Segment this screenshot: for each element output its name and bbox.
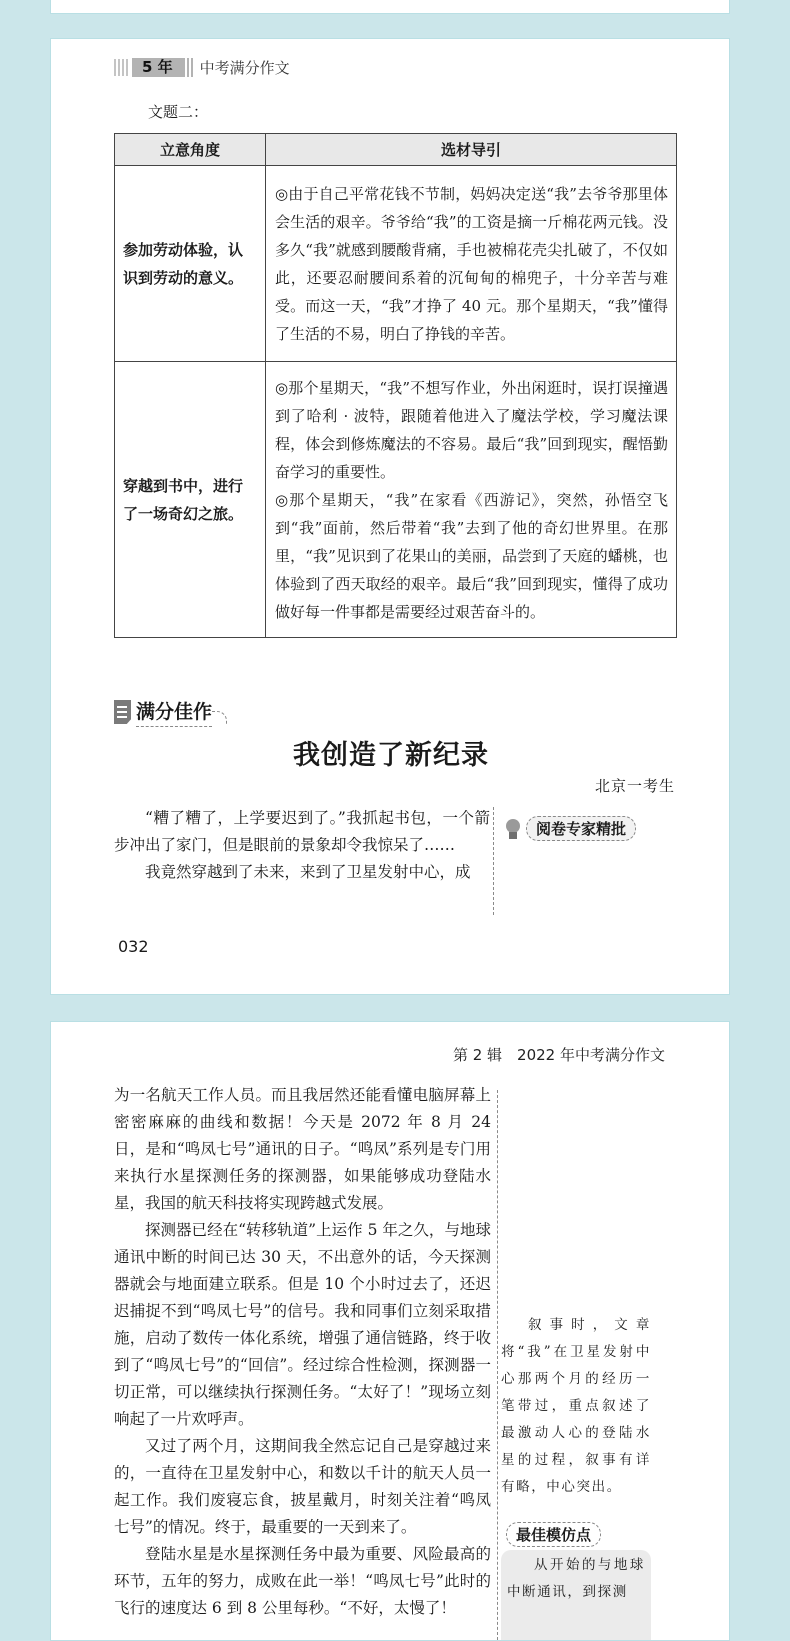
section-heading: [114, 697, 227, 727]
table-row: [115, 362, 677, 638]
column-divider: [493, 807, 494, 915]
header-stripes: [114, 59, 128, 76]
topic-subheading: 文题二：: [148, 103, 209, 121]
essay-paragraph: 探测器已经在“转移轨道”上运作 5 年之久，与地球通讯中断的时间已达 30 天，不出意外的话，今天探测器就会与地面建立联系。但是 10 个小时过去了，还迟迟捕捉不到“鸣凤七号”的信号。我和同事们立刻采取措施，启动了数传一体化系统，增强了通信链路，终于收到了“鸣凤七号”的“回信”。经过综合性检测，探测器一切正常，可以继续执行探测任务。“太好了！”现场立刻响起了一片欢呼声。: [114, 1221, 491, 1428]
chapter-header: 第 2 辑 2022 年中考满分作文: [452, 1046, 665, 1064]
essay-paragraph: 登陆水星是水星探测任务中最为重要、风险最高的环节，五年的努力，成败在此一举！“鸣凤七号”此时的飞行的速度达 6 到 8 公里每秒。“不好，太慢了！: [114, 1545, 491, 1617]
imitation-point-heading: [506, 1522, 601, 1547]
book-header: [114, 57, 290, 77]
expert-comment-label: 阅卷专家精批: [526, 816, 636, 841]
expert-comment-heading: [504, 816, 636, 841]
essay-body: [114, 1082, 491, 1641]
lightbulb-icon: [504, 817, 522, 841]
table-header-angle: 立意角度: [115, 134, 266, 166]
topic-guide-table: [114, 133, 677, 638]
guide-cell: [266, 166, 677, 362]
angle-cell: 参加劳动体验，认识到劳动的意义。: [115, 166, 266, 362]
imitation-point-label: 最佳模仿点: [506, 1522, 601, 1547]
header-title: 中考满分作文: [199, 58, 290, 77]
document-icon: [114, 700, 131, 724]
essay-author: 北京一考生: [594, 777, 675, 795]
essay-body: [114, 805, 490, 917]
angle-cell: 穿越到书中，进行了一场奇幻之旅。: [115, 362, 266, 638]
imitation-point-text: 从开始的与地球中断通讯，到探测: [507, 1557, 645, 1600]
essay-paragraph: 我竟然穿越到了未来，来到了卫星发射中心，成: [145, 863, 471, 881]
label-decoration: [212, 711, 227, 724]
page-number: 032: [118, 937, 149, 956]
page-032: [50, 38, 730, 995]
section-label: 满分佳作: [136, 697, 212, 727]
margin-comment: [501, 1312, 651, 1501]
page-033: [50, 1021, 730, 1641]
guide-text: ◎那个星期天，“我”不想写作业，外出闲逛时，误打误撞遇到了哈利 · 波特，跟随着他进入了魔法学校，学习魔法课程，体会到修炼魔法的不容易。最后“我”回到现实，醒悟勤奋学习的重要性。: [275, 378, 668, 481]
essay-paragraph: 为一名航天工作人员。而且我居然还能看懂电脑屏幕上密密麻麻的曲线和数据！今天是 2072 年 8 月 24 日，是和“鸣凤七号”通讯的日子。“鸣凤”系列是专门用来执行水星探测任务的探测器，如果能够成功登陆水星，我国的航天科技将实现跨越式发展。: [114, 1086, 491, 1212]
table-header-guide: 选材导引: [266, 134, 677, 166]
guide-text: ◎那个星期天，“我”在家看《西游记》，突然，孙悟空飞到“我”面前，然后带着“我”去到了他的奇幻世界里。在那里，“我”见识到了花果山的美丽，品尝到了天庭的蟠桃，也体验到了西天取经的艰辛。最后“我”回到现实，懂得了成功做好每一件事都是需要经过艰苦奋斗的。: [275, 490, 668, 621]
essay-title: 我创造了新纪录: [293, 740, 489, 771]
essay-paragraph: 又过了两个月，这期间我全然忘记自己是穿越过来的，一直待在卫星发射中心，和数以千计的航天人员一起工作。我们废寝忘食，披星戴月，时刻关注着“鸣凤七号”的情况。终于，最重要的一天到来了。: [114, 1437, 491, 1536]
previous-page-edge: [50, 0, 730, 14]
header-badge: 5 年: [132, 58, 183, 77]
margin-comment-text: 叙事时，文章将“我”在卫星发射中心那两个月的经历一笔带过，重点叙述了最激动人心的登陆水星的过程，叙事有详有略，中心突出。: [501, 1317, 651, 1495]
guide-text: ◎由于自己平常花钱不节制，妈妈决定送“我”去爷爷那里体会生活的艰辛。爷爷给“我”的工资是摘一斤棉花两元钱。没多久“我”就感到腰酸背痛，手也被棉花壳尖扎破了，不仅如此，还要忍耐腰间系着的沉甸甸的棉兜子，十分辛苦与难受。而这一天，“我”才挣了 40 元。那个星期天，“我”懂得了生活的不易，明白了挣钱的辛苦。: [275, 184, 668, 343]
column-divider: [497, 1090, 498, 1641]
imitation-point-box: [501, 1550, 651, 1641]
essay-paragraph: “糟了糟了，上学要迟到了。”我抓起书包，一个箭步冲出了家门，但是眼前的景象却令我惊呆了……: [114, 809, 490, 854]
header-badge-tail: [183, 58, 193, 77]
table-row: [115, 166, 677, 362]
guide-cell: [266, 362, 677, 638]
